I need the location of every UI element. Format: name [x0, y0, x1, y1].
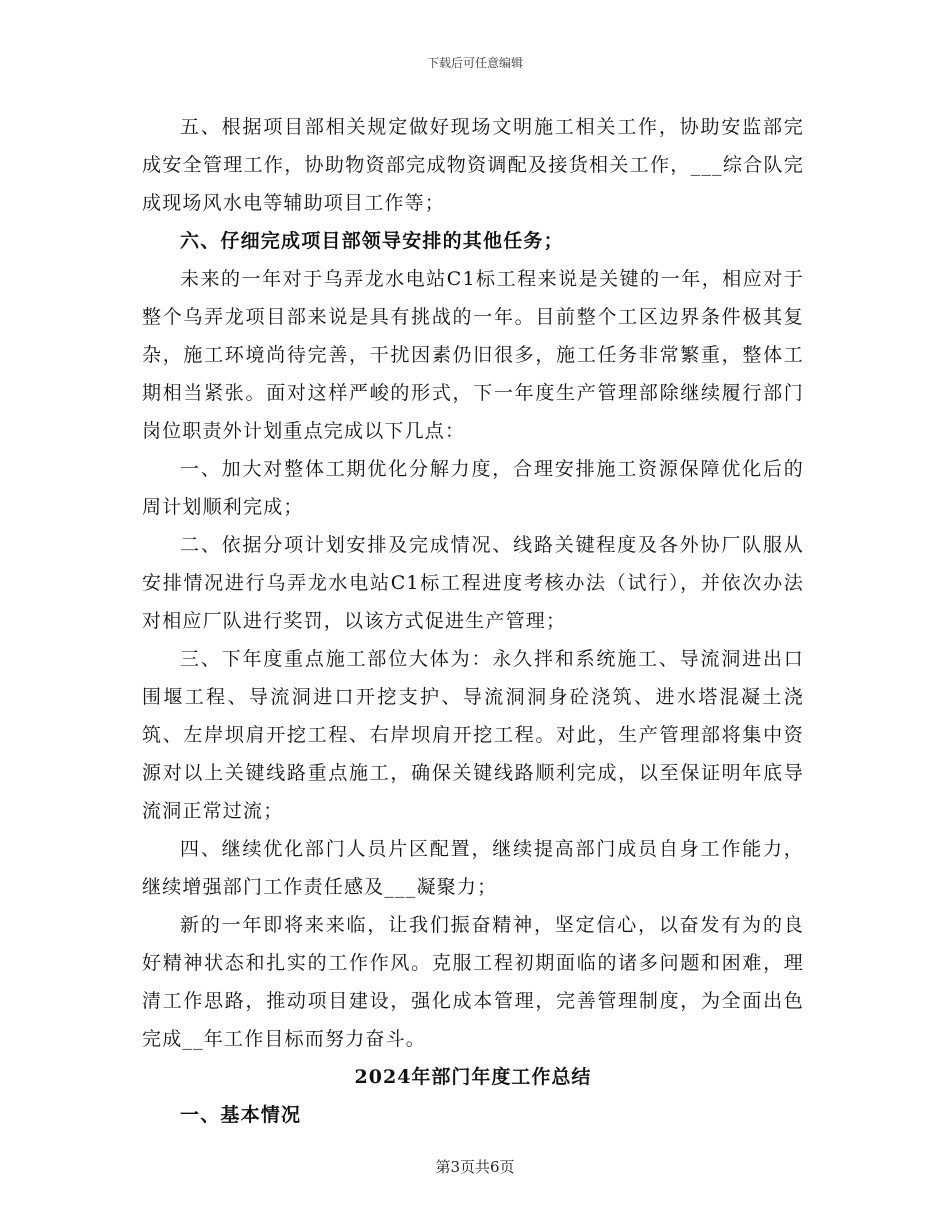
section-heading: 一、基本情况	[180, 1104, 302, 1126]
document-body	[142, 108, 804, 1134]
page-header-note: 下载后可任意编辑	[426, 56, 523, 70]
paragraph-plan-1: 一、加大对整体工期优化分解力度，合理安排施工资源保障优化后的周计划顺利完成；	[142, 458, 804, 518]
paragraph-plan-2: 二、依据分项计划安排及完成情况、线路关键程度及各外协厂队服从安排情况进行乌弄龙水电站C1标工程进度考核办法（试行），并依次办法对相应厂队进行奖罚，以该方式促进生产管理；	[142, 534, 804, 632]
paragraph-outlook: 未来的一年对于乌弄龙水电站C1标工程来说是关键的一年，相应对于整个乌弄龙项目部来说是具有挑战的一年。目前整个工区边界条件极其复杂，施工环境尚待完善，干扰因素仍旧很多，施工任务非常繁重，整体工期相当紧张。面对这样严峻的形式，下一年度生产管理部除继续履行部门岗位职责外计划重点完成以下几点：	[142, 268, 804, 442]
paragraph-closing: 新的一年即将来来临，让我们振奋精神，坚定信心，以奋发有为的良好精神状态和扎实的工作作风。克服工程初期面临的诸多问题和困难，理清工作思路，推动项目建设，强化成本管理，完善管理制度，为全面出色完成__年工作目标而努力奋斗。	[142, 914, 804, 1050]
paragraph-item-5: 五、根据项目部相关规定做好现场文明施工相关工作，协助安监部完成安全管理工作，协助物资部完成物资调配及接货相关工作，___综合队完成现场风水电等辅助项目工作等；	[142, 116, 804, 214]
paragraph-plan-3: 三、下年度重点施工部位大体为：永久拌和系统施工、导流洞进出口围堰工程、导流洞进口开挖支护、导流洞洞身砼浇筑、进水塔混凝土浇筑、左岸坝肩开挖工程、右岸坝肩开挖工程。对此，生产管理部将集中资源对以上关键线路重点施工，确保关键线路顺利完成，以至保证明年底导流洞正常过流；	[142, 648, 804, 822]
document-title: 2024年部门年度工作总结	[354, 1066, 592, 1088]
paragraph-plan-4: 四、继续优化部门人员片区配置，继续提高部门成员自身工作能力，继续增强部门工作责任感及___凝聚力；	[142, 838, 804, 898]
paragraph-item-6-heading: 六、仔细完成项目部领导安排的其他任务；	[180, 230, 564, 252]
page-number: 第3页共6页	[435, 1158, 515, 1176]
